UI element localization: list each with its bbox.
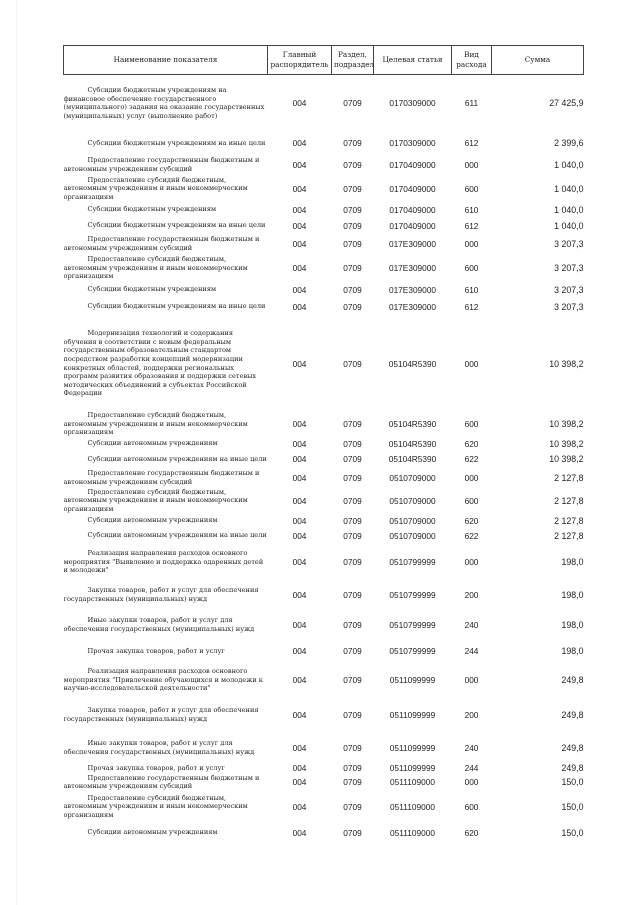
table-row [64,640,584,663]
row-section-cell: 0709 [343,557,362,567]
row-admin-cell: 004 [292,183,307,194]
row-admin-cell: 004 [292,220,307,231]
row-admin-cell: 004 [292,710,307,720]
row-section-cell: 0709 [343,710,362,720]
row-sum-cell: 10 398,2 [549,438,584,449]
row-name-cell: Субсидии бюджетным учреждениям [87,205,217,214]
table-row [64,545,584,580]
row-section-cell: 0709 [343,619,362,630]
row-type-cell: 000 [464,472,479,483]
row-name-cell: Предоставление субсидий бюджетным, автономным учреждениям и иным некоммерческим организациям [63,175,248,201]
row-type-cell: 000 [464,358,479,369]
table-row [64,297,584,317]
row-name-cell: Субсидии автономным учреждениям [87,516,218,525]
table-row [64,610,584,640]
row-sum-cell: 198,0 [561,589,584,600]
row-article-cell: 0510799999 [389,646,436,656]
row-type-cell: 244 [464,646,479,656]
row-name-cell: Предоставление субсидий бюджетным, автономным учреждениям и иным некоммерческим организациям [63,487,248,513]
row-admin-cell: 004 [292,675,307,685]
table-row [64,317,584,411]
table-row [64,75,584,132]
row-sum-cell: 150,0 [561,827,584,838]
table-row [64,411,584,438]
row-sum-cell: 1 040,0 [554,220,584,231]
row-name-cell: Предоставление субсидий бюджетным, автономным учреждениям и иным некоммерческим организациям [63,255,248,281]
row-type-cell: 610 [464,204,479,215]
row-name-cell: Субсидии автономным учреждениям на иные цели [87,454,267,463]
row-sum-cell: 1 040,0 [554,183,584,194]
row-sum-cell: 10 398,2 [549,454,584,464]
row-sum-cell: 198,0 [561,646,584,656]
row-type-cell: 600 [464,419,479,429]
row-section-cell: 0709 [343,183,362,194]
row-section-cell: 0709 [343,495,362,506]
row-name-cell: Предоставление государственным бюджетным и автономным учреждениям субсидий [63,155,260,173]
row-section-cell: 0709 [343,454,362,464]
table-row [64,663,584,698]
row-type-cell: 200 [464,589,479,600]
row-name-cell: Субсидии бюджетным учреждениям на иные цели [87,138,266,147]
row-section-cell: 0709 [343,777,362,788]
row-section-cell: 0709 [343,589,362,600]
row-article-cell: 0170409000 [389,183,436,194]
row-type-cell: 610 [464,284,479,295]
row-type-cell: 611 [464,98,479,109]
row-name-cell: Предоставление государственным бюджетным и автономным учреждениям субсидий [63,773,260,791]
row-type-cell: 200 [464,710,479,720]
row-article-cell: 0510799999 [389,557,436,567]
row-section-cell: 0709 [343,530,362,541]
row-section-cell: 0709 [343,438,362,449]
table-row [64,450,584,469]
row-section-cell: 0709 [343,220,362,231]
table-row [64,791,584,823]
row-admin-cell: 004 [292,472,307,483]
row-section-cell: 0709 [343,742,362,753]
table-row [64,155,584,175]
table-row [64,733,584,763]
row-admin-cell: 004 [292,742,307,753]
row-admin-cell: 004 [292,454,307,464]
table-row [64,438,584,450]
row-sum-cell: 3 207,3 [554,301,584,312]
row-article-cell: 0511099999 [389,675,436,685]
row-admin-cell: 004 [292,619,307,630]
row-name-cell: Закупка товаров, работ и услуг для обеспечения государственных (муниципальных) нужд [63,585,259,603]
row-sum-cell: 198,0 [561,619,584,630]
row-name-cell: Предоставление государственным бюджетным и автономным учреждениям субсидий [63,235,260,252]
row-article-cell: 0170309000 [389,98,436,109]
row-section-cell: 0709 [343,801,362,812]
table-row [64,774,584,791]
table-body [64,75,584,843]
row-admin-cell: 004 [292,301,307,312]
row-admin-cell: 004 [292,515,307,526]
row-admin-cell: 004 [292,159,307,170]
header-admin: Главный распорядитель [268,46,332,75]
row-article-cell: 0511109000 [390,777,435,788]
row-article-cell: 0510709000 [389,515,436,526]
row-name-cell: Прочая закупка товаров, работ и услуг [87,763,225,772]
row-sum-cell: 3 207,3 [554,239,584,249]
row-article-cell: 0510709000 [389,530,436,541]
row-section-cell: 0709 [343,472,362,483]
row-article-cell: 017E309000 [388,284,437,295]
row-admin-cell: 004 [292,138,307,148]
row-section-cell: 0709 [343,301,362,312]
header-article: Целевая статья [374,46,452,75]
table-row [64,469,584,487]
row-admin-cell: 004 [292,801,307,812]
row-name-cell: Закупка товаров, работ и услуг для обеспечения государственных (муниципальных) нужд [63,706,259,723]
table-row [64,254,584,283]
row-sum-cell: 249,8 [561,710,584,720]
row-section-cell: 0709 [343,239,362,249]
row-article-cell: 05104R5390 [388,438,437,449]
row-article-cell: 0510799999 [389,619,436,630]
row-sum-cell: 3 207,3 [554,263,584,273]
row-section-cell: 0709 [343,284,362,295]
row-section-cell: 0709 [343,159,362,170]
row-type-cell: 600 [464,263,479,273]
row-name-cell: Предоставление субсидий бюджетным, автономным учреждениям и иным некоммерческим организациям [63,411,248,437]
row-name-cell: Субсидии автономным учреждениям [87,828,218,837]
row-article-cell: 0511099999 [389,763,436,773]
row-name-cell: Субсидии бюджетным учреждениям [87,285,217,294]
row-name-cell: Прочая закупка товаров, работ и услуг [87,646,225,655]
row-admin-cell: 004 [292,98,307,109]
table-row [64,823,584,843]
row-article-cell: 0510709000 [389,472,436,483]
row-type-cell: 600 [464,495,479,506]
row-article-cell: 0511109000 [390,801,435,812]
row-section-cell: 0709 [343,675,362,685]
row-type-cell: 000 [464,675,479,685]
row-sum-cell: 198,0 [561,557,584,567]
row-type-cell: 622 [464,454,479,464]
row-article-cell: 0510799999 [389,589,436,600]
row-sum-cell: 27 425,9 [549,98,584,109]
table-row [64,217,584,235]
header-sum: Сумма [492,46,584,75]
row-name-cell: Предоставление субсидий бюджетным, автономным учреждениям и иным некоммерческим организациям [63,793,248,819]
header-row [64,46,584,75]
row-name-cell: Субсидии автономным учреждениям [87,439,218,448]
row-sum-cell: 10 398,2 [549,419,584,429]
row-type-cell: 000 [464,239,479,249]
row-name-cell: Предоставление государственным бюджетным и автономным учреждениям субсидий [63,468,260,486]
row-type-cell: 620 [464,827,479,838]
row-type-cell: 612 [464,301,479,312]
row-admin-cell: 004 [292,777,307,788]
header-name: Наименование показателя [64,46,268,75]
row-admin-cell: 004 [292,419,307,429]
row-type-cell: 000 [464,557,479,567]
row-sum-cell: 1 040,0 [554,159,584,170]
row-article-cell: 0170309000 [389,138,436,148]
table-row [64,487,584,515]
row-type-cell: 600 [464,801,479,812]
table-row [64,175,584,203]
row-type-cell: 622 [464,530,479,541]
row-type-cell: 620 [464,438,479,449]
header-type: Вид расхода [452,46,492,75]
row-section-cell: 0709 [343,763,362,773]
table-row [64,580,584,610]
row-admin-cell: 004 [292,530,307,541]
row-sum-cell: 150,0 [561,777,584,788]
row-name-cell: Субсидии бюджетным учреждениям на иные цели [87,221,266,230]
row-name-cell: Субсидии автономным учреждениям на иные цели [87,531,267,540]
row-type-cell: 244 [464,763,479,773]
row-type-cell: 600 [464,183,479,194]
row-admin-cell: 004 [292,284,307,295]
row-sum-cell: 249,8 [561,675,584,685]
table-row [64,283,584,297]
table-row [64,515,584,527]
row-name-cell: Модернизация технологий и содержания обучения в соответствии с новым федеральным государственным образовательным стандартом посредством разработки концепций модернизации конкретных областей, поддержки региональных программ развития образования и поддержки сетевых методических объединений в субъектах Российской Федерации [63,329,257,398]
row-section-cell: 0709 [343,358,362,369]
row-article-cell: 0170409000 [389,220,436,231]
row-admin-cell: 004 [292,358,307,369]
row-sum-cell: 2 127,8 [554,515,584,526]
row-sum-cell: 2 127,8 [554,495,584,506]
row-section-cell: 0709 [343,827,362,838]
row-type-cell: 612 [464,138,479,148]
row-sum-cell: 150,0 [561,801,584,812]
row-sum-cell: 3 207,3 [554,284,584,295]
row-admin-cell: 004 [292,204,307,215]
budget-table [63,45,584,843]
row-article-cell: 0511109000 [390,827,435,838]
row-admin-cell: 004 [292,763,307,773]
row-type-cell: 240 [464,742,479,753]
row-article-cell: 017E309000 [388,301,437,312]
row-admin-cell: 004 [292,557,307,567]
row-article-cell: 05104R5390 [388,419,437,429]
row-sum-cell: 1 040,0 [554,204,584,215]
row-type-cell: 240 [464,619,479,630]
row-article-cell: 017E309000 [388,263,437,273]
row-name-cell: Реализация направления расходов основного мероприятия "Выявление и поддержка одаренных детей и молодежи" [63,549,264,575]
row-sum-cell: 249,8 [561,742,584,753]
row-name-cell: Иные закупки товаров, работ и услуг для обеспечения государственных (муниципальных) нужд [63,738,255,756]
row-article-cell: 05104R5390 [388,358,437,369]
row-sum-cell: 2 127,8 [554,472,584,483]
row-article-cell: 0510709000 [389,495,436,506]
scan-edge [16,0,17,905]
table-row [64,235,584,254]
row-article-cell: 0511099999 [389,710,436,720]
row-name-cell: Субсидии бюджетным учреждениям на финансовое обеспечение государственного (муниципального) задания на оказание государственных (муниципальных) услуг (выполнение работ) [63,86,265,120]
row-article-cell: 0170409000 [389,204,436,215]
row-name-cell: Иные закупки товаров, работ и услуг для обеспечения государственных (муниципальных) нужд [63,615,255,633]
table-row [64,527,584,545]
table-row [64,132,584,155]
row-section-cell: 0709 [343,98,362,109]
row-section-cell: 0709 [343,138,362,148]
row-admin-cell: 004 [292,239,307,249]
row-admin-cell: 004 [292,827,307,838]
row-type-cell: 000 [464,777,479,788]
row-sum-cell: 2 399,6 [554,138,584,148]
row-article-cell: 017E309000 [388,239,437,249]
row-section-cell: 0709 [343,204,362,215]
row-sum-cell: 249,8 [561,763,584,773]
row-article-cell: 0170409000 [389,159,436,170]
row-article-cell: 0511099999 [389,742,436,753]
row-admin-cell: 004 [292,263,307,273]
table-row [64,763,584,774]
row-sum-cell: 2 127,8 [554,530,584,541]
row-section-cell: 0709 [343,419,362,429]
row-section-cell: 0709 [343,263,362,273]
row-name-cell: Реализация направления расходов основного мероприятия "Привлечение обучающихся и молодежи к научно-исследовательской деятельности" [63,667,263,693]
row-admin-cell: 004 [292,646,307,656]
row-section-cell: 0709 [343,646,362,656]
table-row [64,698,584,733]
row-type-cell: 620 [464,515,479,526]
table-header [64,46,584,75]
table-row [64,203,584,217]
row-type-cell: 612 [464,220,479,231]
row-name-cell: Субсидии бюджетным учреждениям на иные цели [87,302,266,311]
row-section-cell: 0709 [343,515,362,526]
row-type-cell: 000 [464,159,479,170]
row-admin-cell: 004 [292,589,307,600]
row-admin-cell: 004 [292,438,307,449]
row-sum-cell: 10 398,2 [549,358,584,369]
row-admin-cell: 004 [292,495,307,506]
header-section: Раздел, подраздел [332,46,374,75]
row-article-cell: 05104R5390 [388,454,437,464]
